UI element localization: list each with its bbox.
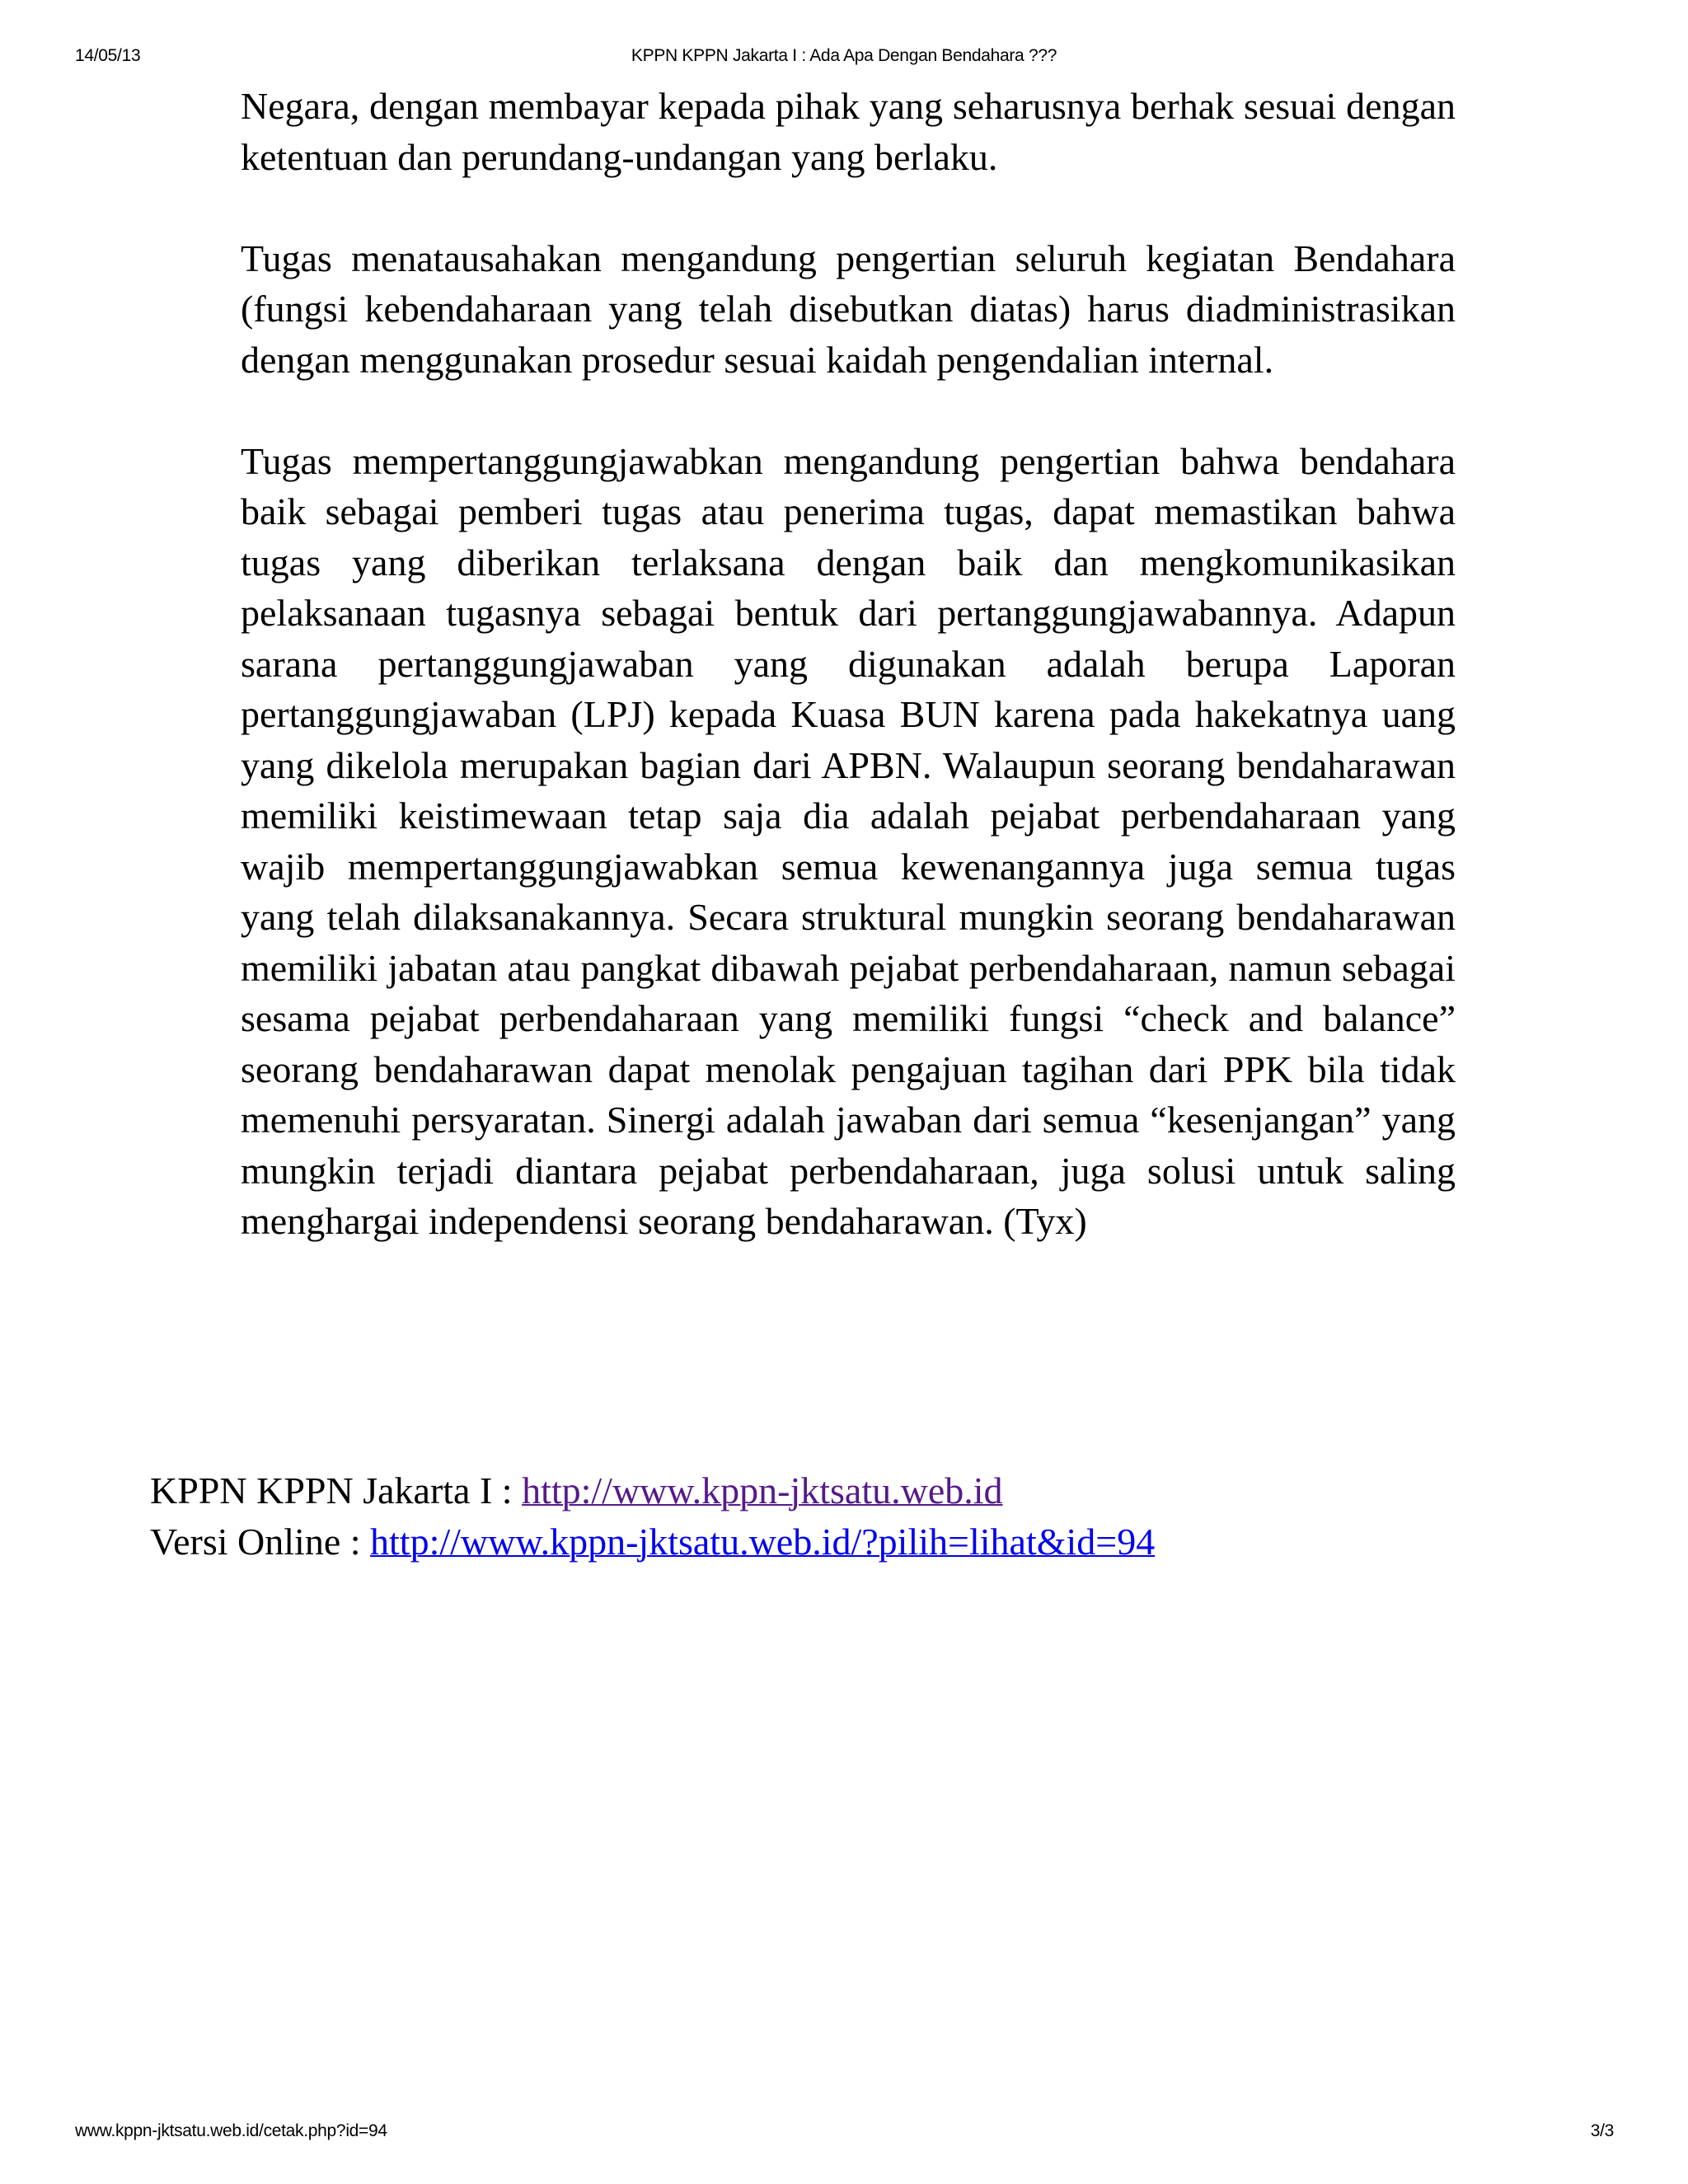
print-page-title: KPPN KPPN Jakarta I : Ada Apa Dengan Bendahara ??? (631, 46, 1057, 65)
article-paragraph: Tugas mempertanggungjawabkan mengandung pengertian bahwa bendahara baik sebagai pemberi tugas atau penerima tugas, dapat memastikan bahwa tugas yang diberikan terlaksana dengan baik dan mengkomunikasikan pelaksanaan tugasnya sebagai bentuk dari pertanggungjawabannya. Adapun sarana pertanggungjawaban yang digunakan adalah berupa Laporan pertanggungjawaban (LPJ) kepada Kuasa BUN karena pada hakekatnya uang yang dikelola merupakan bagian dari APBN. Walaupun seorang bendaharawan memiliki keistimewaan tetap saja dia adalah pejabat perbendaharaan yang wajib mempertanggungjawabkan semua kewenangannya juga semua tugas yang telah dilaksanakannya. Secara struktural mungkin seorang bendaharawan memiliki jabatan atau pangkat dibawah pejabat perbendaharaan, namun sebagai sesama pejabat perbendaharaan yang memiliki fungsi “check and balance” seorang bendaharawan dapat menolak pengajuan tagihan dari PPK bila tidak memenuhi persyaratan. Sinergi adalah jawaban dari semua “kesenjangan” yang mungkin terjadi diantara pejabat perbendaharaan, juga solusi untuk saling menghargai independensi seorang bendaharawan. (Tyx) (241, 439, 1456, 1242)
print-url: www.kppn-jktsatu.web.id/cetak.php?id=94 (75, 2121, 387, 2140)
source-online-label: Versi Online : (150, 1521, 371, 1563)
source-site-label: KPPN KPPN Jakarta I : (150, 1469, 523, 1511)
source-online-line (150, 1516, 1469, 1568)
page-number: 3/3 (1590, 2121, 1614, 2140)
print-header (0, 46, 1688, 71)
source-site-link[interactable]: http://www.kppn-jktsatu.web.id (522, 1469, 1003, 1511)
article-body (241, 81, 1456, 1247)
article-paragraph: Tugas menatausahakan mengandung pengertian seluruh kegiatan Bendahara (fungsi kebendaharaan yang telah disebutkan diatas) harus diadministrasikan dengan menggunakan prosedur sesuai kaidah pengendalian internal. (241, 237, 1456, 381)
source-online-link[interactable]: http://www.kppn-jktsatu.web.id/?pilih=lihat&id=94 (370, 1521, 1156, 1563)
print-date: 14/05/13 (75, 46, 141, 65)
source-block (150, 1465, 1469, 1568)
source-site-line (150, 1465, 1469, 1516)
article-paragraph: Negara, dengan membayar kepada pihak yang seharusnya berhak sesuai dengan ketentuan dan perundang-undangan yang berlaku. (241, 85, 1456, 178)
print-footer (0, 2121, 1688, 2146)
